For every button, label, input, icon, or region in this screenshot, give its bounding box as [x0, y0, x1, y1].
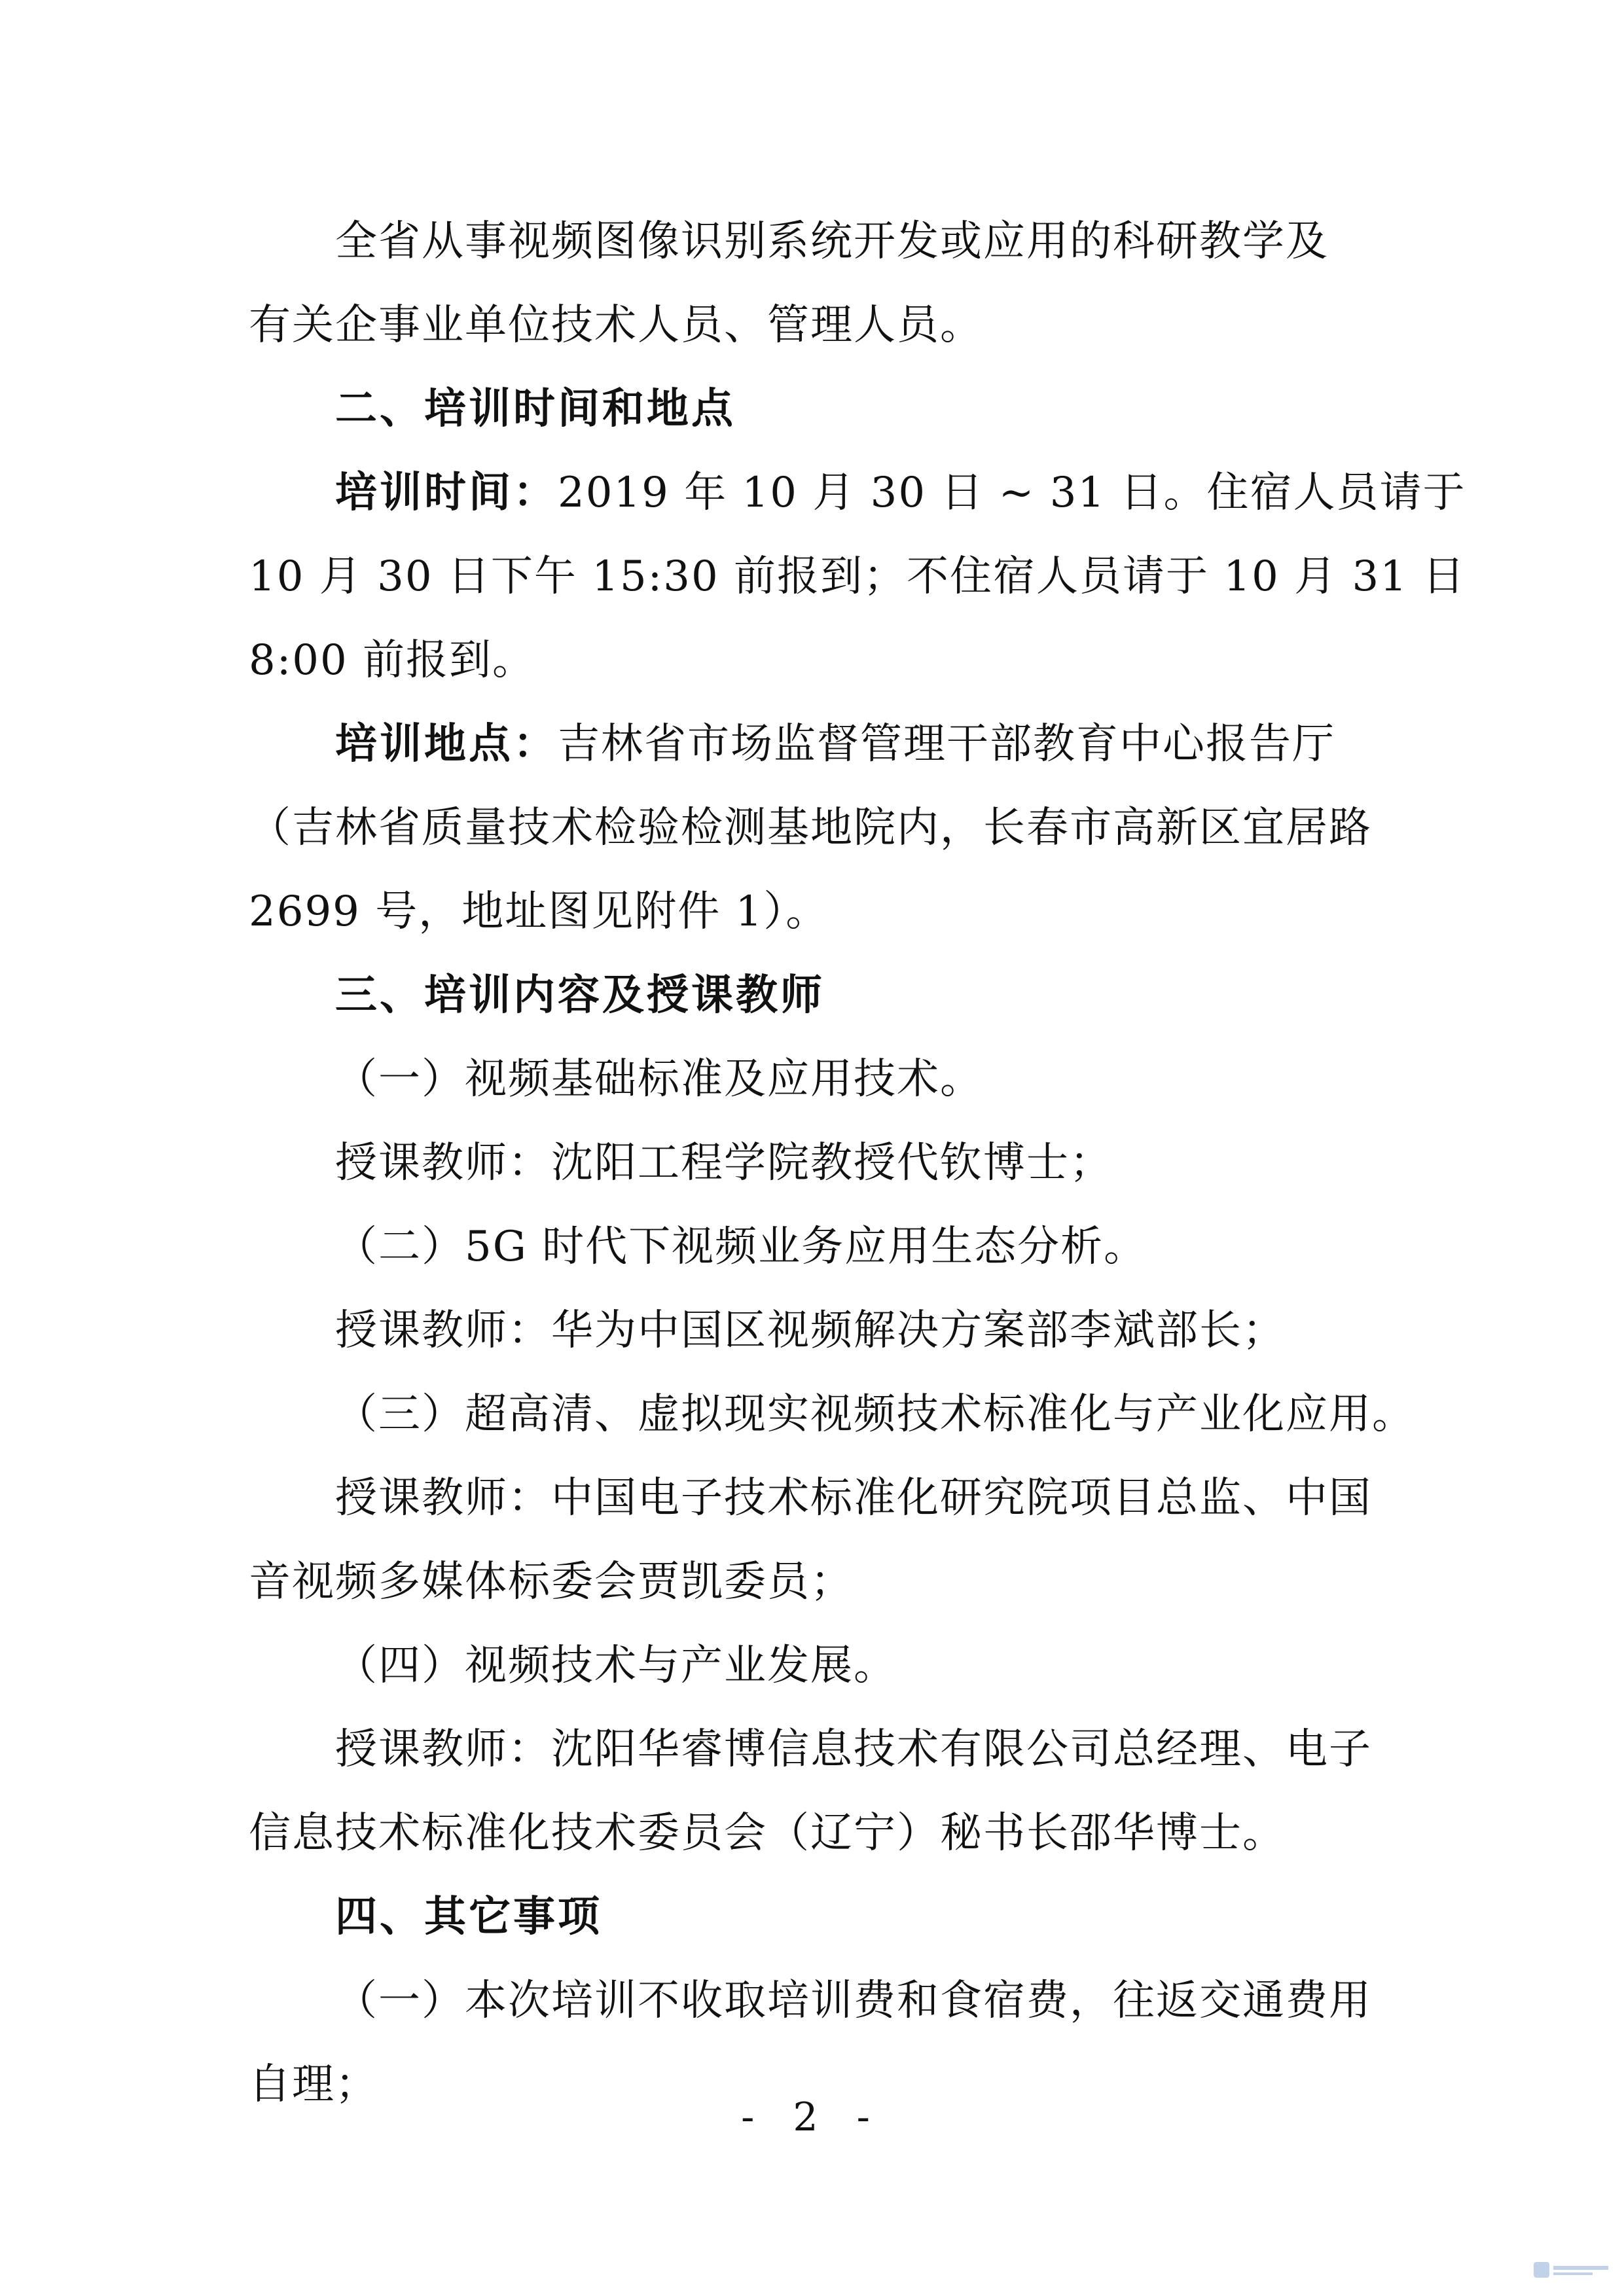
intro-line-1: 全省从事视频图像识别系统开发或应用的科研教学及 [335, 217, 1329, 266]
course-1-teacher: 授课教师：沈阳工程学院教授代钦博士； [335, 1139, 1113, 1187]
training-time-line-1 [249, 451, 1466, 535]
course-2-title: （二）5G 时代下视频业务应用生态分析。 [335, 1223, 1147, 1271]
course-2-teacher: 授课教师：华为中国区视频解决方案部李斌部长； [335, 1306, 1286, 1355]
course-4-title: （四）视频技术与产业发展。 [335, 1641, 897, 1690]
intro-line-2: 有关企事业单位技术人员、管理人员。 [249, 301, 983, 350]
training-time-line-3: 8:00 前报到。 [249, 636, 536, 685]
section2-heading: 二、培训时间和地点 [335, 385, 736, 433]
page-number: - 2 - [741, 2094, 883, 2140]
training-time-line-2: 10 月 30 日下午 15:30 前报到；不住宿人员请于 10 月 31 日 [249, 552, 1466, 601]
training-place-label: 培训地点： [335, 720, 558, 768]
other-item-1-line-1: （一）本次培训不收取培训费和食宿费，往返交通费用 [335, 1977, 1372, 2025]
training-time-text: 2019 年 10 月 30 日 ~ 31 日。住宿人员请于 [558, 469, 1466, 517]
course-3-title: （三）超高清、虚拟现实视频技术标准化与产业化应用。 [335, 1390, 1415, 1439]
course-4-teacher-line-1: 授课教师：沈阳华睿博信息技术有限公司总经理、电子 [335, 1725, 1372, 1774]
section4-heading: 四、其它事项 [335, 1893, 602, 1941]
training-place-text: 吉林省市场监督管理干部教育中心报告厅 [558, 720, 1335, 768]
course-4-teacher-line-2: 信息技术标准化技术委员会（辽宁）秘书长邵华博士。 [249, 1809, 1286, 1857]
watermark-logo-icon [1532, 2257, 1611, 2283]
training-place-line-3: 2699 号，地址图见附件 1）。 [249, 888, 829, 936]
training-time-label: 培训时间： [335, 469, 558, 517]
other-item-1-line-2: 自理； [249, 2060, 378, 2109]
course-3-teacher-line-1: 授课教师：中国电子技术标准化研究院项目总监、中国 [335, 1474, 1372, 1522]
section3-heading: 三、培训内容及授课教师 [335, 971, 825, 1020]
course-1-title: （一）视频基础标准及应用技术。 [335, 1055, 983, 1103]
document-body [249, 200, 1466, 2126]
course-3-teacher-line-2: 音视频多媒体标委会贾凯委员； [249, 1558, 854, 1606]
training-place-line-2: （吉林省质量技术检验检测基地院内，长春市高新区宜居路 [249, 804, 1372, 852]
training-place-line-1 [249, 702, 1375, 786]
